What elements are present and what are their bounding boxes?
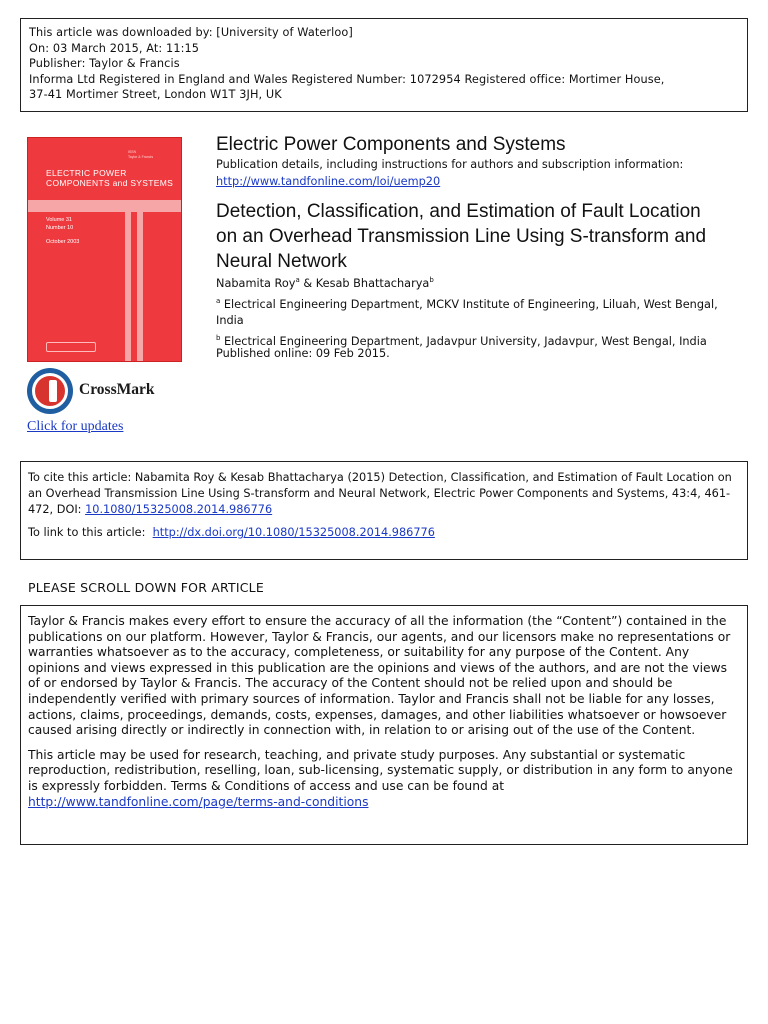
disclaimer-box — [20, 605, 748, 845]
journal-url-link[interactable]: http://www.tandfonline.com/loi/uemp20 — [216, 175, 441, 188]
crossmark-label: CrossMark — [79, 381, 155, 398]
article-link-label: To link to this article: — [28, 526, 153, 539]
publication-details: Publication details, including instructions for authors and subscription information: — [216, 158, 684, 171]
cover-publisher-logo — [46, 342, 96, 352]
citation-box — [20, 461, 748, 560]
published-date: Published online: 09 Feb 2015. — [216, 347, 390, 360]
journal-name: Electric Power Components and Systems — [216, 134, 566, 155]
publisher-line: Publisher: Taylor & Francis — [29, 57, 180, 71]
cover-fine-print: ISSN Taylor & Francis — [128, 150, 154, 159]
author-name: Nabamita Roy — [216, 277, 296, 290]
author-separator: & — [299, 277, 316, 290]
terms-and-conditions-link[interactable]: http://www.tandfonline.com/page/terms-and-conditions — [28, 794, 369, 809]
author-affiliation-mark: a — [295, 276, 300, 284]
cover-title: ELECTRIC POWER COMPONENTS and SYSTEMS — [46, 168, 174, 188]
affiliation-b: $^b$ Electrical Engineering Department, Jadavpur University, Jadavpur, West Bengal, India — [216, 334, 707, 348]
doi-link[interactable]: 10.1080/15325008.2014.986776 — [85, 503, 273, 516]
download-date-line: On: 03 March 2015, At: 11:15 — [29, 41, 200, 55]
crossmark-badge[interactable] — [27, 368, 187, 416]
affiliation-a: $^a$ Electrical Engineering Department, MCKV Institute of Engineering, Liluah, West Bengal, India — [216, 297, 718, 327]
click-for-updates-link[interactable]: Click for updates — [27, 419, 124, 434]
address-line: 37-41 Mortimer Street, London W1T 3JH, UK — [29, 88, 282, 102]
cover-beam-vertical-left — [125, 200, 131, 362]
author-affiliation-mark: b — [429, 276, 434, 284]
article-link-line — [28, 526, 740, 539]
citation-text: To cite this article: Nabamita Roy & Kesab Bhattacharya (2015) Detection, Classification, and Estimation of Fault Location on an Overhead Transmission Line Using S-transform and Neural Network, Electric Power Components and Systems, 43:4, 461-472, DOI: 10.1080/15325008.2014.986776 — [28, 471, 732, 516]
registration-line: Informa Ltd Registered in England and Wales Registered Number: 1072954 Registered office: Mortimer House, — [29, 72, 665, 86]
crossmark-icon — [27, 368, 73, 414]
cover-beam-horizontal — [28, 200, 182, 212]
download-info-box — [20, 18, 748, 112]
cover-beam-vertical-right — [137, 200, 143, 362]
authors — [216, 276, 434, 290]
usage-terms-paragraph: This article may be used for research, teaching, and private study purposes. Any substantial or systematic reproduction, redistribution, reselling, loan, sub-licensing, systematic supply, or distribution in any form to anyone is expressly forbidden. Terms & Conditions of access and use can be found at http://www.tandfonline.com/page/terms-and-conditions — [28, 747, 733, 809]
article-doi-url-link[interactable]: http://dx.doi.org/10.1080/15325008.2014.986776 — [152, 526, 435, 539]
article-title: Detection, Classification, and Estimation of Fault Location on an Overhead Transmission Line Using S-transform and Neural Network — [216, 201, 707, 272]
author-name: Kesab Bhattacharya — [315, 277, 430, 290]
disclaimer-paragraph: Taylor & Francis makes every effort to ensure the accuracy of all the information (the “Content”) contained in the publications on our platform. However, Taylor & Francis, our agents, and our licensors make no representations or warranties whatsoever as to the accuracy, completeness, or suitability for any purpose of the Content. Any opinions and views expressed in this publication are the opinions and views of the authors, and are not the views of or endorsed by Taylor & Francis. The accuracy of the Content should not be relied upon and should be independently verified with primary sources of information. Taylor and Francis shall not be liable for any losses, actions, claims, proceedings, demands, costs, expenses, damages, and other liabilities whatsoever or howsoever caused arising directly or indirectly in connection with, in relation to or arising out of the use of the Content. — [28, 614, 731, 738]
cover-issue-info: Volume 31 Number 10 October 2003 — [46, 217, 80, 245]
scroll-down-notice: PLEASE SCROLL DOWN FOR ARTICLE — [28, 580, 264, 595]
journal-cover-image — [27, 137, 182, 362]
download-line: This article was downloaded by: [University of Waterloo] — [29, 26, 353, 39]
